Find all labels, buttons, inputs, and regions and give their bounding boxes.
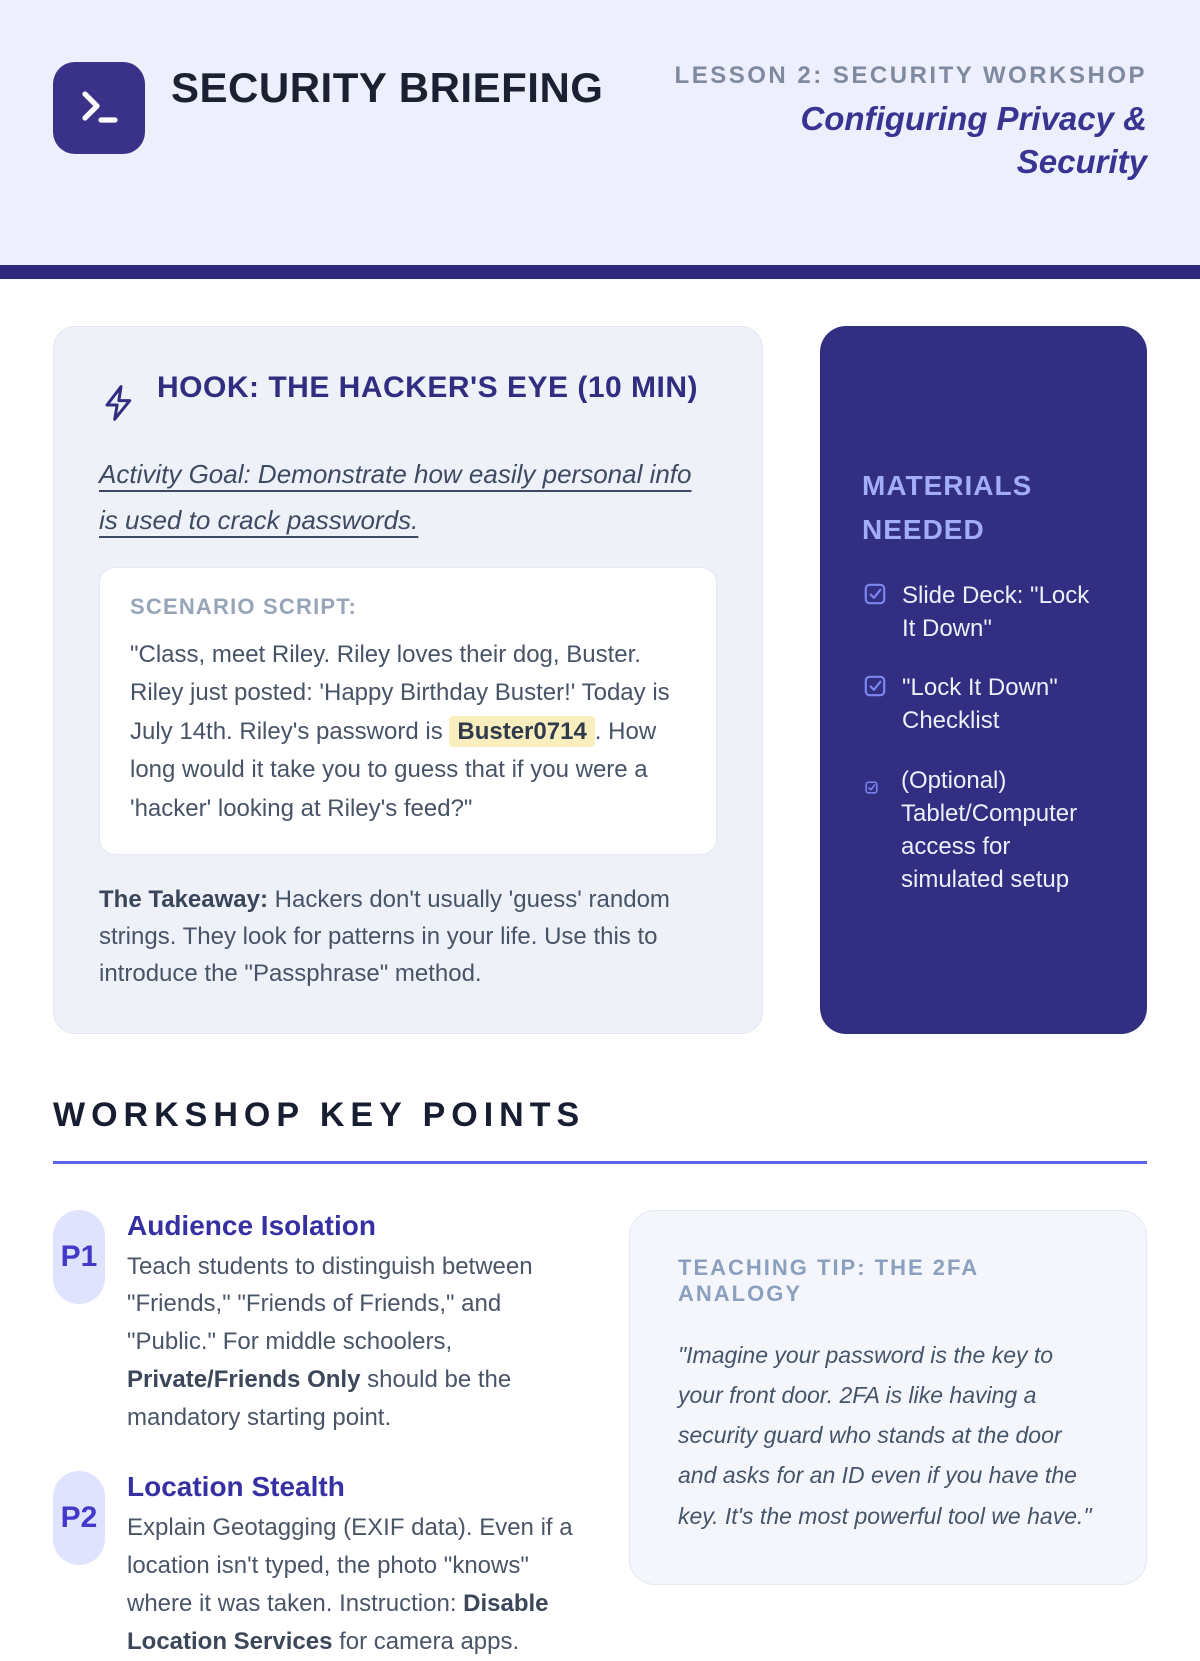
material-item-text: (Optional) Tablet/Computer access for simulated setup [901, 766, 1078, 893]
point-heading: Audience Isolation [127, 1209, 376, 1241]
key-point-1 [53, 1210, 585, 1438]
takeaway-label: The Takeaway: [99, 885, 268, 913]
point-body: Explain Geotagging (EXIF data). Even if a location isn't typed, the photo "knows" where it was taken. Instruction: Disable Location Services for camera apps. [127, 1514, 573, 1655]
materials-needed-panel [820, 326, 1147, 1034]
list-item [862, 671, 1105, 737]
hook-header [99, 367, 717, 428]
scenario-script-label: SCENARIO SCRIPT: [130, 594, 357, 619]
point-body: Teach students to distinguish between "Friends," "Friends of Friends," and "Public." For middle schoolers, Private/Friends Only should be the mandatory starting point. [127, 1252, 533, 1432]
page-title: SECURITY BRIEFING [171, 64, 604, 111]
materials-list [862, 579, 1105, 896]
teaching-tip-label: TEACHING TIP: THE 2FA ANALOGY [678, 1254, 979, 1306]
header-divider [0, 265, 1200, 279]
point-badge: P1 [53, 1210, 105, 1304]
key-points-section-title: WORKSHOP KEY POINTS [53, 1095, 586, 1134]
header-meta [675, 62, 1147, 184]
password-highlight: Buster0714 [449, 716, 594, 747]
key-points-row [53, 1210, 1147, 1661]
key-point-2 [53, 1471, 585, 1661]
list-item [862, 764, 1105, 896]
page-header [0, 0, 1200, 265]
lesson-subtitle: Configuring Privacy & Security [800, 100, 1147, 180]
main-content [0, 279, 1200, 1661]
lightning-bolt-icon [99, 383, 139, 428]
lesson-eyebrow: LESSON 2: SECURITY WORKSHOP [674, 62, 1147, 89]
checkbox-checked-small-icon [864, 771, 879, 896]
checkbox-checked-icon [862, 581, 888, 645]
scenario-script-card [99, 567, 717, 855]
activity-goal: Activity Goal: Demonstrate how easily personal info is used to crack passwords. [99, 459, 692, 535]
hook-title: HOOK: THE HACKER'S EYE (10 MIN) [157, 371, 699, 404]
section-rule [53, 1161, 1147, 1164]
takeaway-text: The Takeaway: Hackers don't usually 'guess' random strings. They look for patterns in your life. Use this to introduce the "Passphrase" method. [99, 885, 670, 988]
materials-title: MATERIALS NEEDED [862, 469, 1033, 546]
key-points-list [53, 1210, 585, 1661]
scenario-text-pre: "Class, meet Riley. Riley loves their dog, Buster. Riley just posted: 'Happy Birthday Buster!' Today is July 14th. Riley's password is [130, 641, 670, 745]
teaching-tip-quote: "Imagine your password is the key to your front door. 2FA is like having a security guard who stands at the door and asks for an ID even if you have the key. It's the most powerful tool we have." [678, 1341, 1092, 1529]
scenario-text-post: . How long would it take you to guess that if you were a 'hacker' looking at Riley's feed?" [130, 717, 657, 822]
material-item-text: Slide Deck: "Lock It Down" [902, 582, 1090, 643]
material-item-text: "Lock It Down" Checklist [902, 674, 1058, 735]
terminal-prompt-icon [75, 82, 123, 135]
point-badge: P2 [53, 1471, 105, 1565]
point-content [127, 1210, 585, 1438]
hook-and-materials-row [53, 326, 1147, 1034]
list-item [862, 579, 1105, 645]
scenario-script-text [130, 636, 686, 828]
teaching-tip-card [629, 1210, 1147, 1585]
app-logo [53, 62, 145, 154]
point-heading: Location Stealth [127, 1471, 345, 1503]
hook-section-card [53, 326, 763, 1034]
point-content [127, 1471, 585, 1661]
checkbox-checked-icon [862, 673, 888, 737]
